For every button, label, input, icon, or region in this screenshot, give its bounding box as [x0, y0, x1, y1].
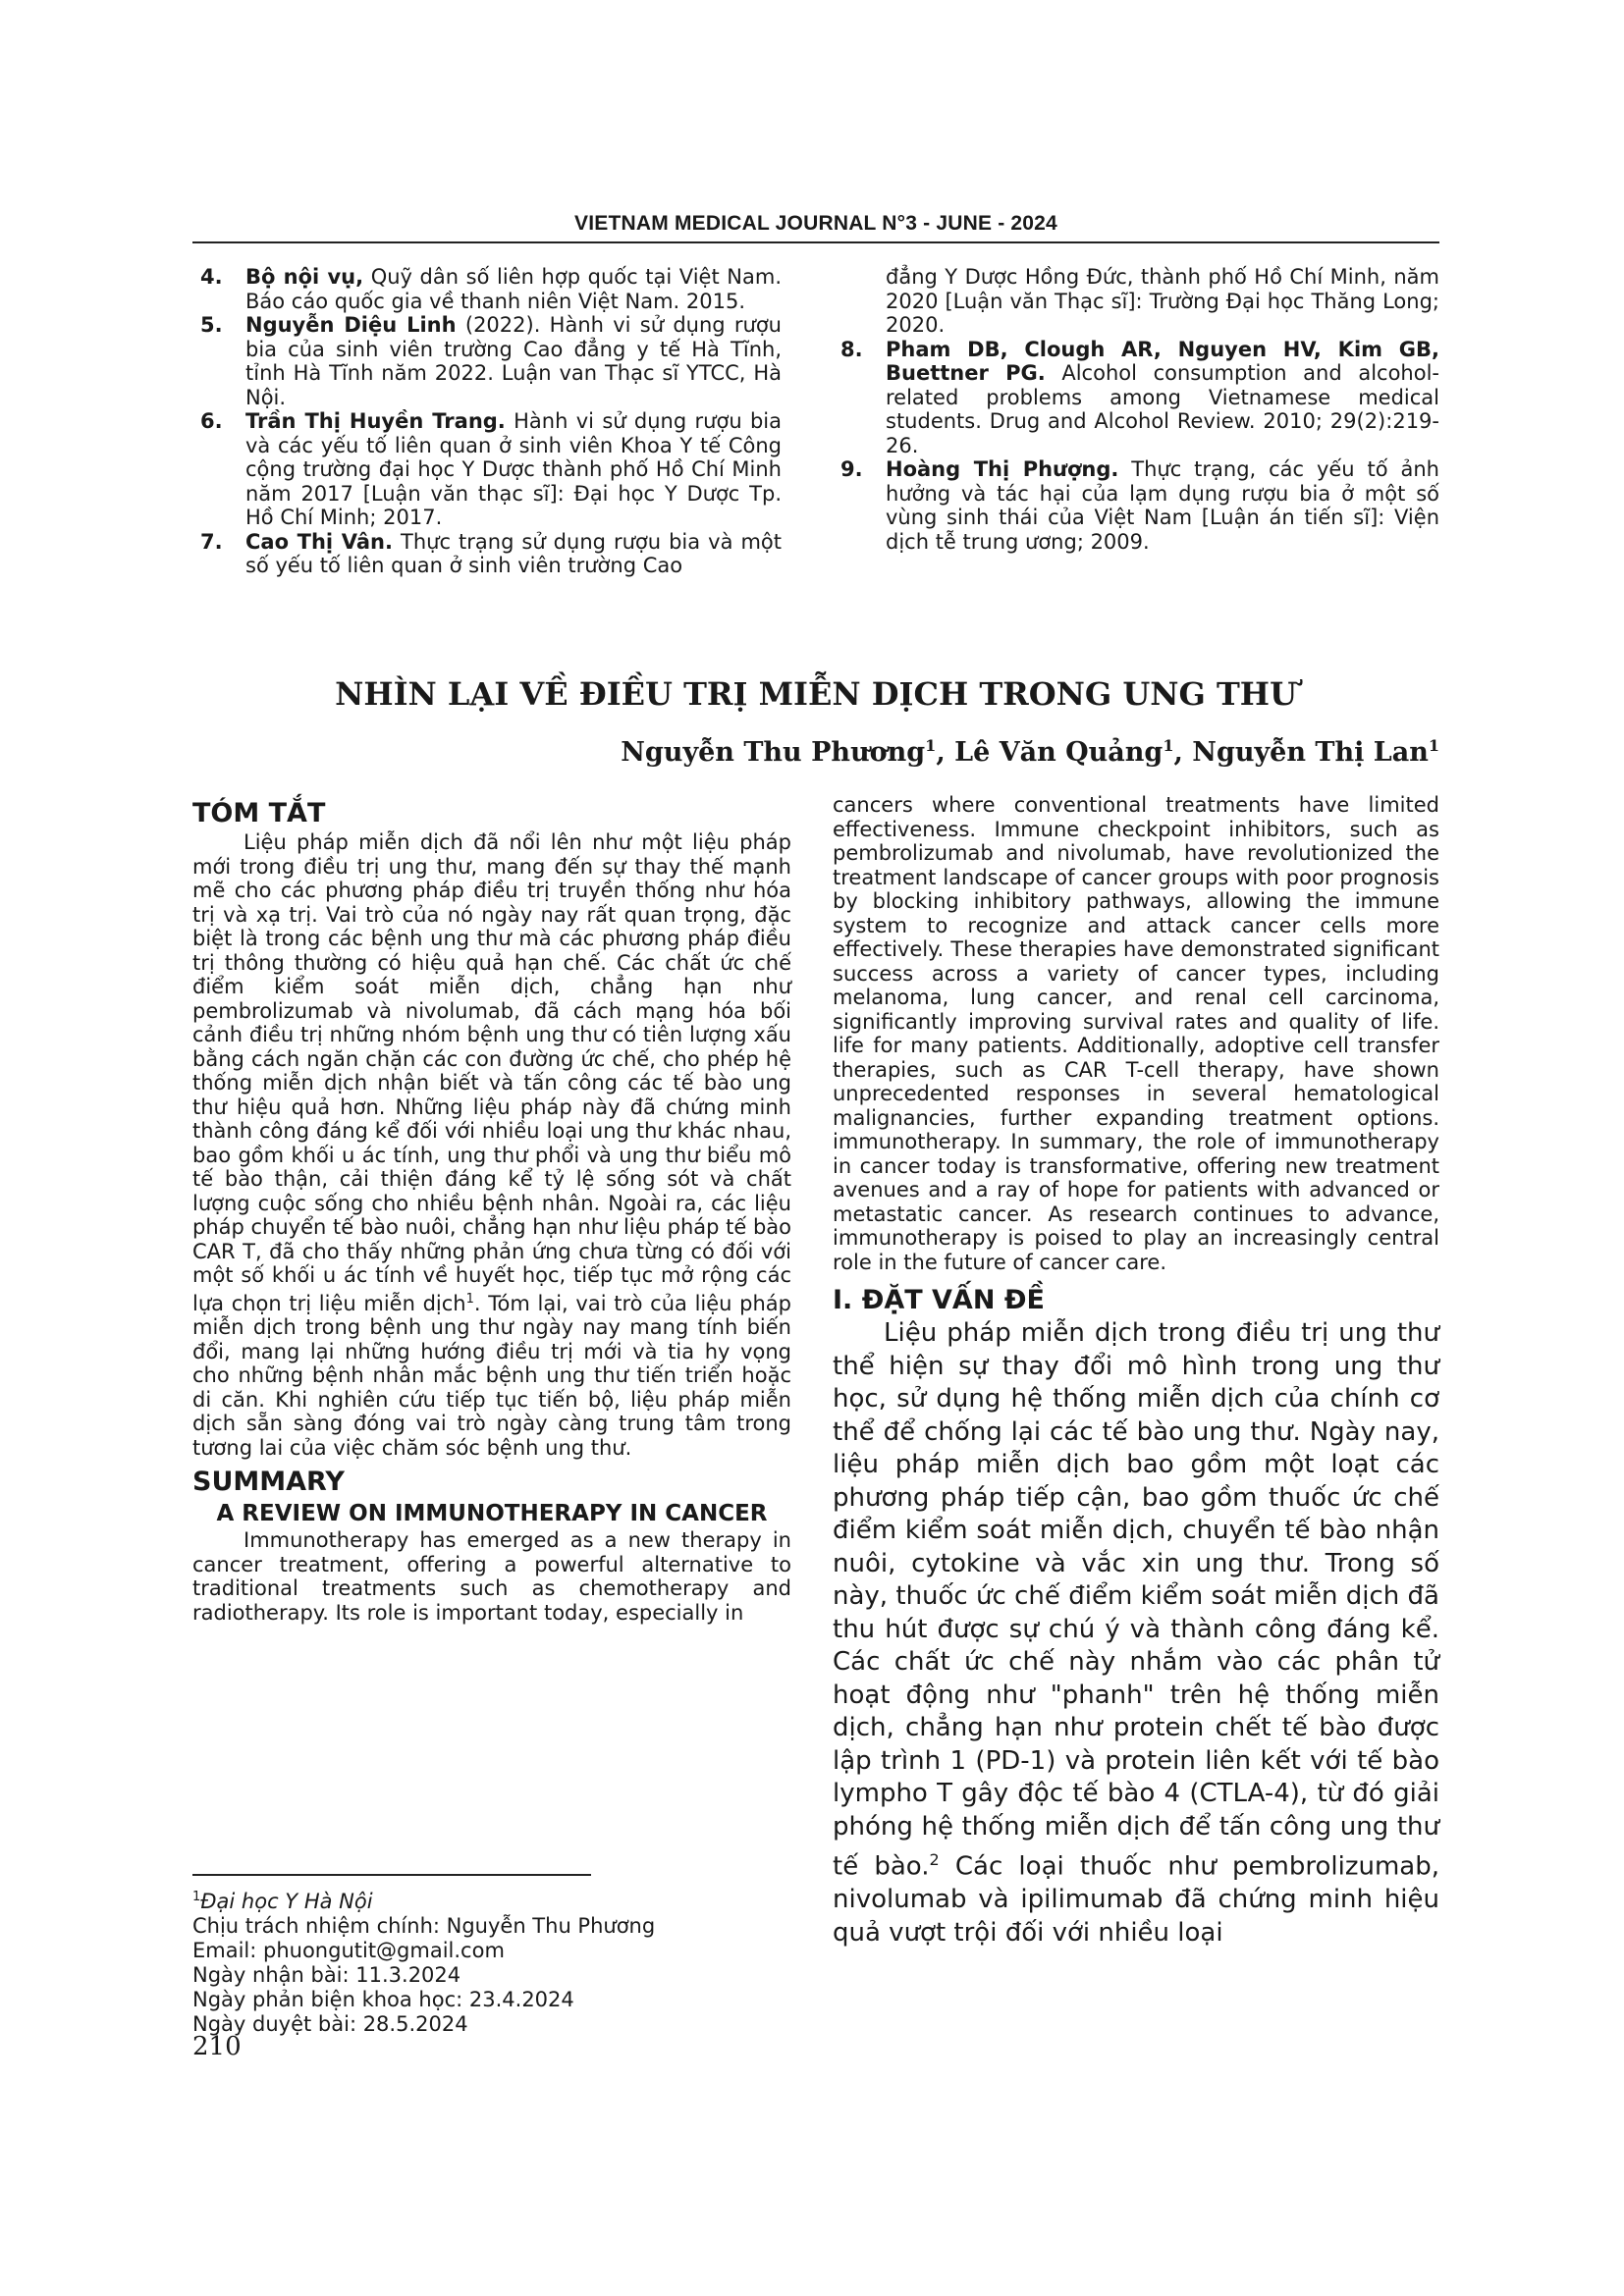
- citation-mark: 1: [465, 1291, 474, 1307]
- citation-mark: 2: [929, 1850, 940, 1869]
- reference-item: [192, 409, 782, 530]
- page-number: 210: [192, 2032, 242, 2061]
- reference-number: 4.: [200, 265, 223, 289]
- reference-item: [833, 338, 1439, 458]
- footnote-line: Email: phuongutit@gmail.com: [192, 1939, 505, 1962]
- introduction-text: Các loại thuốc như pembrolizumab, nivolumab và ipilimumab đã chứng minh hiệu quả vượt trội đối với nhiều loại: [833, 1851, 1439, 1948]
- footnotes: [192, 1885, 791, 2037]
- reference-text: Alcohol consumption and alcohol-related problems among Vietnamese medical students. Drug and Alcohol Review. 2010; 29(2):219-26.: [886, 361, 1439, 457]
- reference-text: (2022). Hành vi sử dụng rượu bia của sinh viên trường Cao đẳng y tế Hà Tĩnh, tỉnh Hà Tĩnh năm 2022. Luận van Thạc sĩ YTCC, Hà Nội.: [245, 313, 782, 409]
- journal-header: VIETNAM MEDICAL JOURNAL N°3 - JUNE - 2024: [574, 212, 1057, 235]
- affiliation-footnote: [192, 1885, 791, 1914]
- tomtat-paragraph: [192, 830, 791, 1460]
- reference-author: Nguyễn Diệu Linh: [245, 313, 457, 337]
- reference-author: Hoàng Thị Phượng.: [886, 457, 1119, 481]
- reference-text: Hành vi sử dụng rượu bia và các yếu tố liên quan ở sinh viên Khoa Y tế Công cộng trường đại học Y Dược thành phố Hồ Chí Minh năm 2017 [Luận văn thạc sĩ]: Đại học Y Dược Tp. Hồ Chí Minh; 2017.: [245, 409, 782, 529]
- author-line: Nguyễn Thu Phương$^1$, Lê Văn Quảng$^1$, Nguyễn Thị Lan$^1$: [621, 736, 1439, 768]
- reference-author: Trần Thị Huyền Trang.: [245, 409, 506, 433]
- introduction-paragraph: [833, 1317, 1439, 1949]
- footnote-line: Ngày duyệt bài: 28.5.2024: [192, 2012, 468, 2036]
- header-rule: [192, 241, 1439, 243]
- author-name: Nguyễn Thị Lan: [1192, 737, 1429, 768]
- reference-text: Quỹ dân số liên hợp quốc tại Việt Nam. Báo cáo quốc gia về thanh niên Việt Nam. 2015.: [245, 265, 782, 313]
- reference-number: 9.: [840, 457, 863, 481]
- left-column: [192, 797, 791, 1625]
- footnote-line: Ngày nhận bài: 11.3.2024: [192, 1963, 461, 1987]
- author-name: Nguyễn Thu Phương: [621, 737, 926, 768]
- references-right: [833, 265, 1439, 554]
- introduction: [833, 1317, 1439, 1949]
- right-column: [833, 793, 1439, 1949]
- introduction-text: Liệu pháp miễn dịch trong điều trị ung thư thể hiện sự thay đổi mô hình trong ung thư học, sử dụng hệ thống miễn dịch của chính cơ thể để chống lại các tế bào ung thư. Ngày nay, liệu pháp miễn dịch bao gồm một loạt các phương pháp tiếp cận, bao gồm thuốc ức chế điểm kiểm soát miễn dịch, chuyển tế bào nhận nuôi, cytokine và vắc xin ung thư. Trong số này, thuốc ức chế điểm kiểm soát miễn dịch đã thu hút được sự chú ý và thành công đáng kể. Các chất ức chế này nhắm vào các phân tử hoạt động như "phanh" trên hệ thống miễn dịch, chẳng hạn như protein chết tế bào được lập trình 1 (PD-1) và protein liên kết với tế bào lympho T gây độc tế bào 4 (CTLA-4), từ đó giải phóng hệ thống miễn dịch để tấn công ung thư tế bào.: [833, 1318, 1439, 1882]
- summary-paragraph: Immunotherapy has emerged as a new therapy in cancer treatment, offering a powerful alternative to traditional treatments such as chemotherapy and radiotherapy. Its role is important today, especially in: [192, 1528, 791, 1625]
- references-left: [192, 265, 782, 578]
- summary-heading: SUMMARY: [192, 1467, 345, 1497]
- author-affiliation-mark: 1: [925, 736, 937, 755]
- tomtat-text: . Tóm lại, vai trò của liệu pháp miễn dịch trong bệnh ung thư ngày nay mang tính biến đổi, mang lại những hướng điều trị mới và tia hy vọng cho những bệnh nhân mắc bệnh ung thư tiến triển hoặc di căn. Khi nghiên cứu tiếp tục tiến bộ, liệu pháp miễn dịch sẵn sàng đóng vai trò ngày càng trung tâm trong tương lai của việc chăm sóc bệnh ung thư.: [192, 1291, 791, 1460]
- author-name: Lê Văn Quảng: [954, 737, 1164, 768]
- reference-continuation: đẳng Y Dược Hồng Đức, thành phố Hồ Chí Minh, năm 2020 [Luận văn Thạc sĩ]: Trường Đại học Thăng Long; 2020.: [886, 265, 1439, 337]
- reference-author: Pham DB, Clough AR, Nguyen HV, Kim GB, Buettner PG.: [886, 337, 1439, 385]
- author-affiliation-mark: 1: [1163, 736, 1174, 755]
- reference-author: Bộ nội vụ,: [245, 265, 364, 289]
- reference-number: 6.: [200, 409, 223, 433]
- summary-paragraph-continued: cancers where conventional treatments have limited effectiveness. Immune checkpoint inhibitors, such as pembrolizumab and nivolumab, have revolutionized the treatment landscape of cancer groups with poor prognosis by blocking inhibitory pathways, allowing the immune system to recognize and attack cancer cells more effectively. These therapies have demonstrated significant success across a variety of cancer types, including melanoma, lung cancer, and renal cell carcinoma, significantly improving survival rates and quality of life. life for many patients. Additionally, adoptive cell transfer therapies, such as CAR T-cell therapy, have shown unprecedented responses in several hematological malignancies, further expanding treatment options. immunotherapy. In summary, the role of immunotherapy in cancer today is transformative, offering new treatment avenues and a ray of hope for patients with advanced or metastatic cancer. As research continues to advance, immunotherapy is poised to play an increasingly central role in the future of cancer care.: [833, 793, 1439, 1274]
- reference-item: [192, 313, 782, 409]
- article-title: NHÌN LẠI VỀ ĐIỀU TRỊ MIỄN DỊCH TRONG UNG THƯ: [335, 675, 1297, 713]
- footnote-rule: [192, 1874, 591, 1876]
- reference-item: [833, 457, 1439, 554]
- affiliation-text: Đại học Y Hà Nội: [200, 1890, 373, 1913]
- footnote-line: Ngày phản biện khoa học: 23.4.2024: [192, 1988, 574, 2011]
- reference-text: Thực trạng sử dụng rượu bia và một số yếu tố liên quan ở sinh viên trường Cao: [245, 529, 782, 577]
- footnote-line: Chịu trách nhiệm chính: Nguyễn Thu Phương: [192, 1914, 656, 1938]
- tomtat-heading: TÓM TẮT: [192, 798, 326, 828]
- affiliation-mark: 1: [192, 1890, 201, 1904]
- reference-item: [192, 265, 782, 313]
- reference-author: Cao Thị Vân.: [245, 529, 393, 554]
- summary-title: A REVIEW ON IMMUNOTHERAPY IN CANCER: [216, 1501, 768, 1526]
- tomtat-text: Liệu pháp miễn dịch đã nổi lên như một liệu pháp mới trong điều trị ung thư, mang đến sự thay thế mạnh mẽ cho các phương pháp điều trị truyền thống như hóa trị và xạ trị. Vai trò của nó ngày nay rất quan trọng, đặc biệt là trong các bệnh ung thư mà các phương pháp điều trị thông thường có hiệu quả hạn chế. Các chất ức chế điểm kiểm soát miễn dịch, chẳng hạn như pembrolizumab và nivolumab, đã cách mạng hóa bối cảnh điều trị những nhóm bệnh ung thư có tiên lượng xấu bằng cách ngăn chặn các con đường ức chế, cho phép hệ thống miễn dịch nhận biết và tấn công các tế bào ung thư hiệu quả hơn. Những liệu pháp này đã chứng minh thành công đáng kể đối với nhiều loại ung thư khác nhau, bao gồm khối u ác tính, ung thư phổi và ung thư biểu mô tế bào thận, cải thiện đáng kể tỷ lệ sống sót và chất lượng cuộc sống cho nhiều bệnh nhân. Ngoài ra, các liệu pháp chuyển tế bào nuôi, chẳng hạn như liệu pháp tế bào CAR T, đã cho thấy những phản ứng chưa từng có đối với một số khối u ác tính về huyết học, tiếp tục mở rộng các lựa chọn trị liệu miễn dịch: [192, 830, 791, 1315]
- reference-item: [192, 530, 782, 578]
- reference-number: 7.: [200, 529, 223, 554]
- reference-text: Thực trạng, các yếu tố ảnh hưởng và tác hại của lạm dụng rượu bia ở một số vùng sinh thái của Việt Nam [Luận án tiến sĩ]: Viện dịch tễ trung ương; 2009.: [886, 457, 1439, 554]
- author-affiliation-mark: 1: [1428, 736, 1439, 755]
- section-heading: I. ĐẶT VẤN ĐỀ: [833, 1285, 1045, 1315]
- reference-number: 8.: [840, 337, 863, 361]
- reference-number: 5.: [200, 313, 223, 337]
